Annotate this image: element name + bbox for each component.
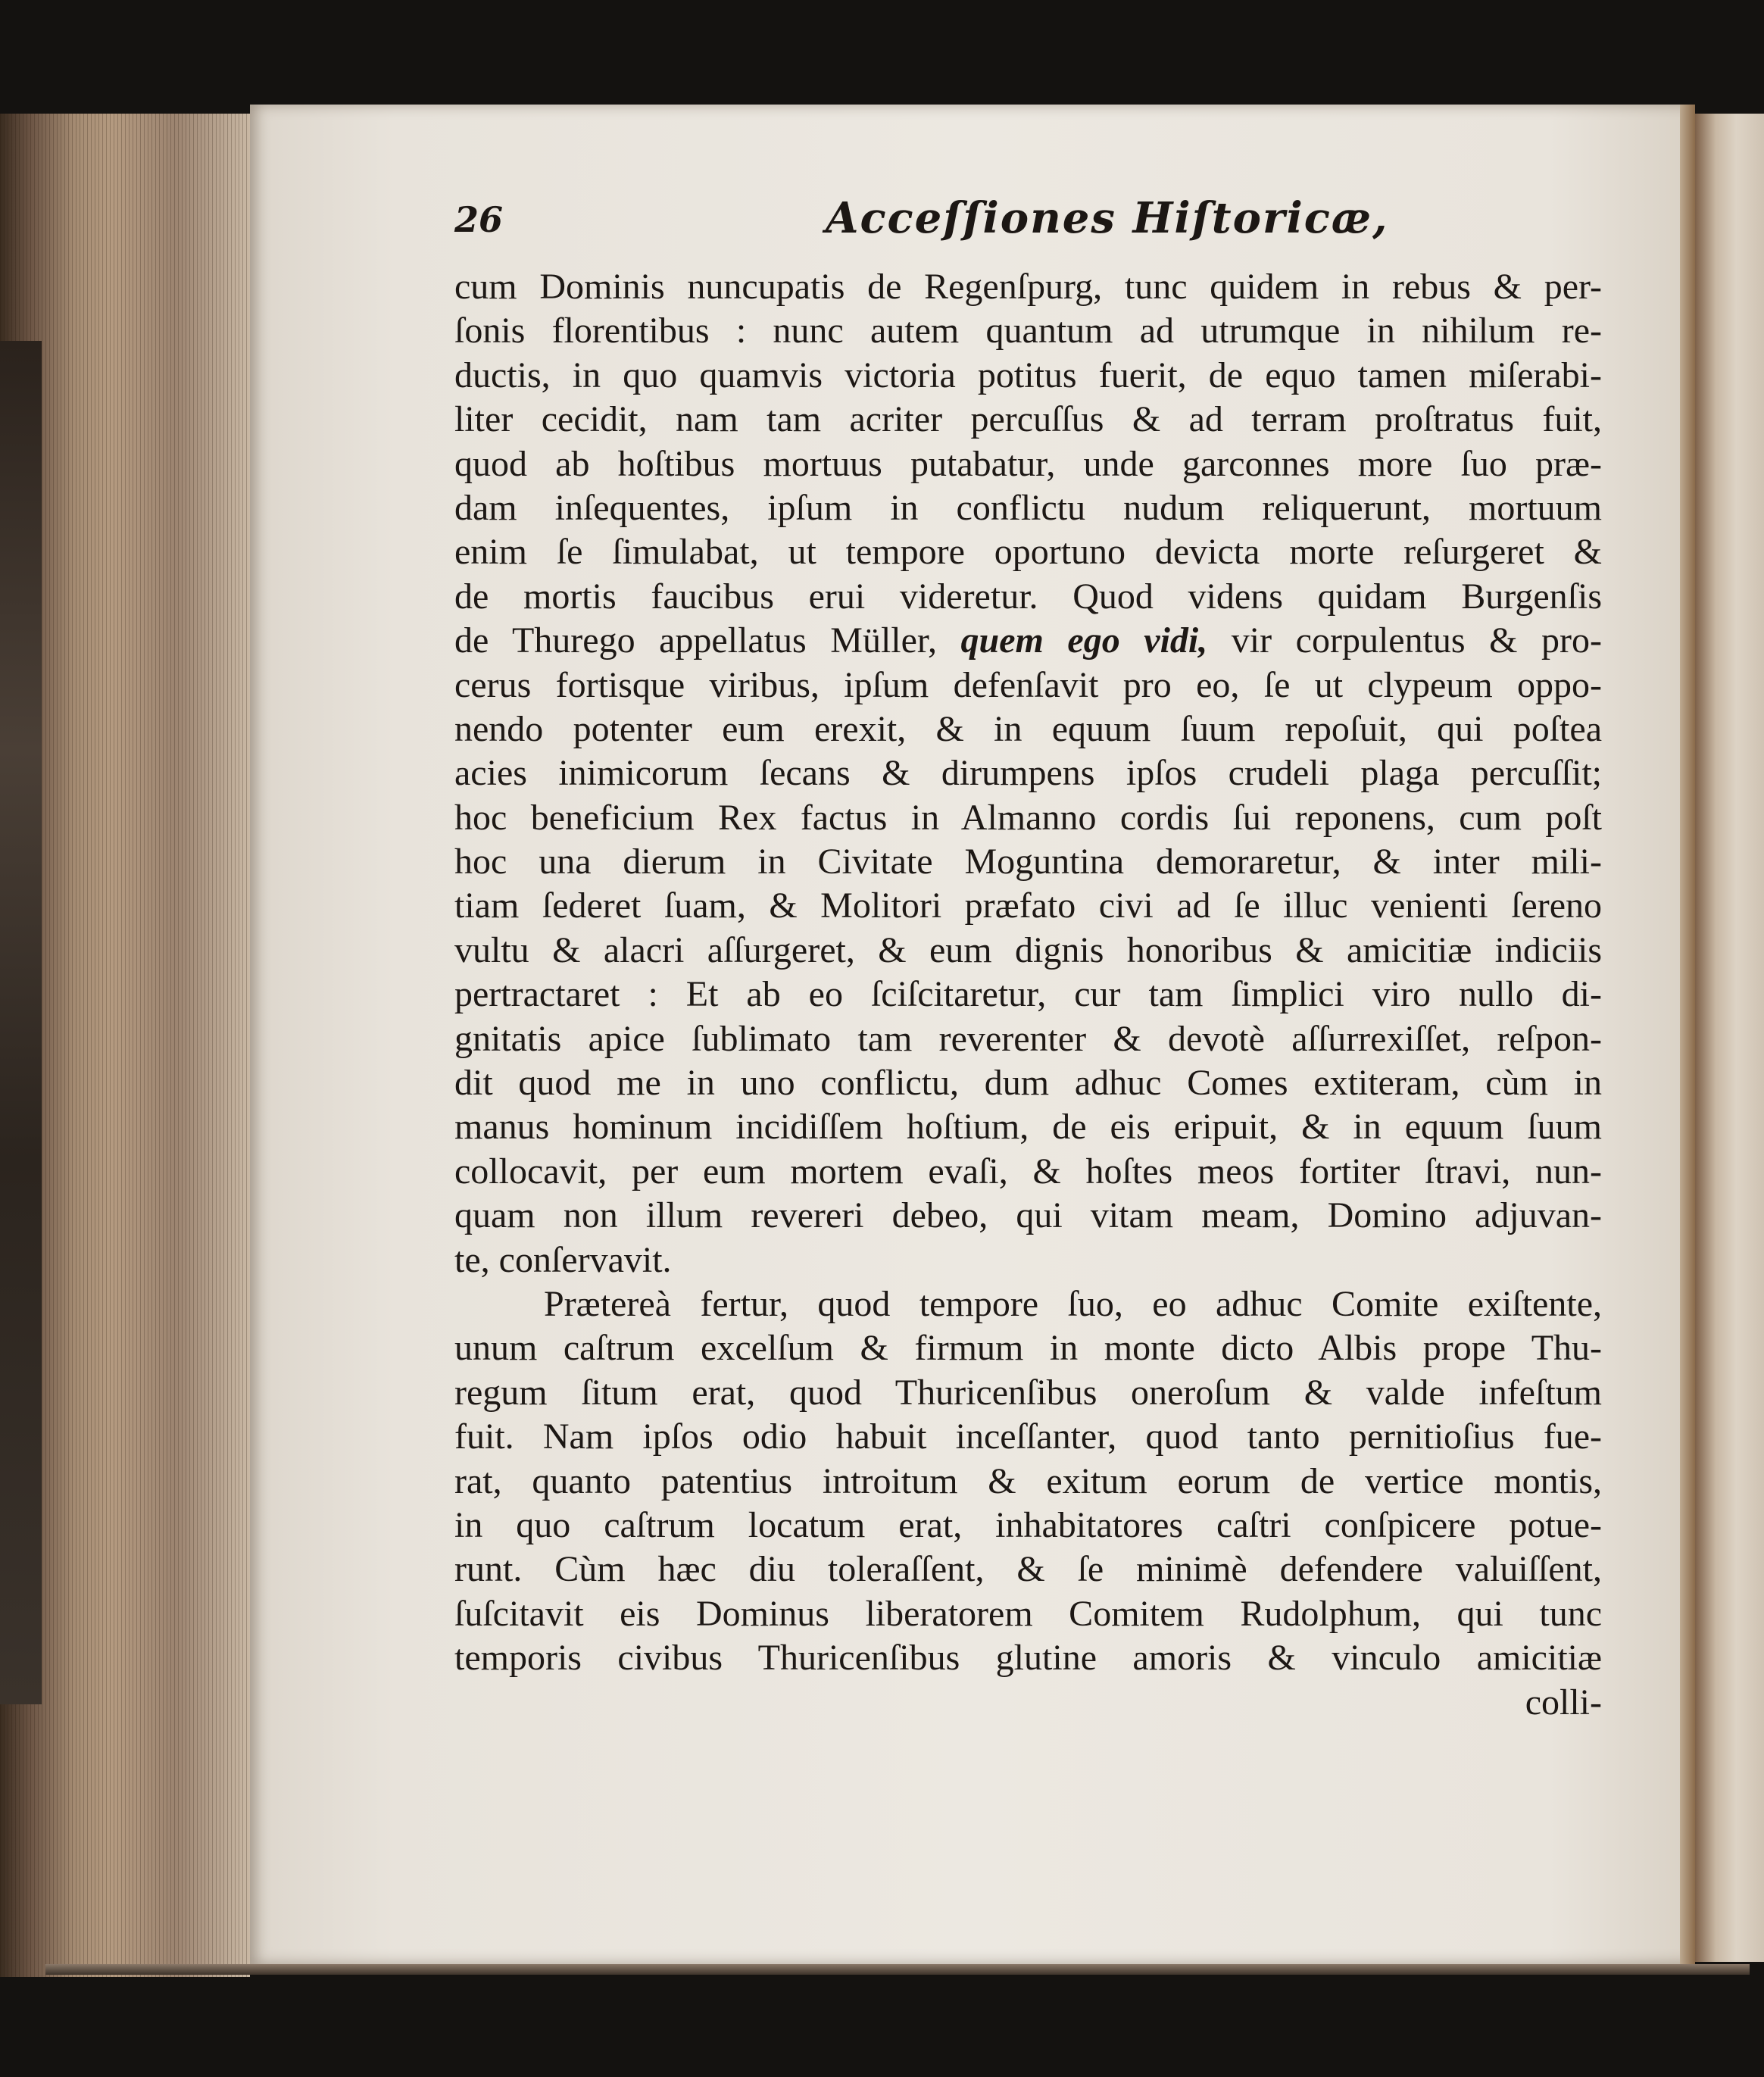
text-line: de mortis faucibus erui videretur. Quod videns quidam Burgenſis [454,576,1602,617]
text-segment: de Thurego appellatus Müller, [454,620,937,661]
text-line-mixed [454,619,1602,663]
text-line: quam non illum revereri debeo, qui vitam meam, Domino adjuvan- [454,1195,1602,1236]
text-line: unum caſtrum excelſum & firmum in monte dicto Albis prope Thu- [454,1328,1602,1369]
text-line: gnitatis apice ſublimato tam reverenter & devotè aſſurrexiſſet, reſpon- [454,1018,1602,1059]
body-text [454,265,1602,1725]
book-bottom-edge [45,1964,1750,1975]
text-line: hoc una dierum in Civitate Moguntina demoraretur, & inter mili- [454,842,1602,882]
running-head [454,186,1602,246]
text-line: tiam ſederet ſuam, & Molitori præfato civi ad ſe illuc venienti ſereno [454,885,1602,926]
paragraph-end-line: te, conſervavit. [454,1239,672,1280]
text-segment: vir corpulentus & pro- [1231,620,1602,661]
text-line: runt. Cùm hæc diu toleraſſent, & ſe minimè defendere valuiſſent, [454,1549,1602,1590]
text-line: temporis civibus Thuricenſibus glutine amoris & vinculo amicitiæ [454,1638,1602,1679]
text-line: acies inimicorum ſecans & dirumpens ipſos crudeli plaga percuſſit; [454,753,1602,794]
text-line: quod ab hoſtibus mortuus putabatur, unde garconnes more ſuo præ- [454,443,1602,484]
text-line: vultu & alacri aſſurgeret, & eum dignis honoribus & amicitiæ indiciis [454,929,1602,970]
text-line: ductis, in quo quamvis victoria potitus fuerit, de equo tamen miſerabi- [454,354,1602,395]
text-line: cum Dominis nuncupatis de Regenſpurg, tunc quidem in rebus & per- [454,267,1602,307]
text-line: hoc beneficium Rex factus in Almanno cordis ſui reponens, cum poſt [454,797,1602,838]
book-spine-shadow [0,341,42,1704]
text-line: cerus fortisque viribus, ipſum defenſavit pro eo, ſe ut clypeum oppo- [454,664,1602,705]
text-line: collocavit, per eum mortem evaſi, & hoſtes meos fortiter ſtravi, nun- [454,1151,1602,1192]
page-number: 26 [454,199,504,240]
adjacent-page-edge [1695,114,1764,1962]
catchword: colli- [1525,1682,1602,1723]
text-line: regum ſitum erat, quod Thuricenſibus oneroſum & valde infeſtum [454,1372,1602,1413]
text-line: fuit. Nam ipſos odio habuit inceſſanter, quod tanto pernitioſius fue- [454,1416,1602,1457]
running-title: Acceſſiones Hiſtoricæ, [826,193,1389,243]
text-line: pertractaret : Et ab eo ſciſcitaretur, cur tam ſimplici viro nullo di- [454,974,1602,1015]
text-line: ſuſcitavit eis Dominus liberatorem Comitem Rudolphum, qui tunc [454,1593,1602,1634]
text-line: enim ſe ſimulabat, ut tempore oportuno devicta morte reſurgeret & [454,532,1602,573]
italic-phrase: quem ego vidi, [960,620,1208,661]
paragraph-start-line: Prætereà fertur, quod tempore ſuo, eo adhuc Comite exiſtente, [544,1283,1602,1324]
text-line: rat, quanto patentius introitum & exitum eorum de vertice montis, [454,1460,1602,1501]
page-gutter-shadow [1680,105,1695,1964]
text-line: dit quod me in uno conflictu, dum adhuc Comes extiteram, cùm in [454,1063,1602,1104]
text-line: dam inſequentes, ipſum in conflictu nudum reliquerunt, mortuum [454,487,1602,528]
text-line: nendo potenter eum erexit, & in equum ſuum repoſuit, qui poſtea [454,708,1602,749]
text-line: in quo caſtrum locatum erat, inhabitatores caſtri conſpicere potue- [454,1504,1602,1545]
text-line: liter cecidit, nam tam acriter percuſſus & ad terram proſtratus fuit, [454,399,1602,440]
text-line: manus hominum incidiſſem hoſtium, de eis eripuit, & in equum ſuum [454,1107,1602,1148]
text-line: ſonis florentibus : nunc autem quantum ad utrumque in nihilum re- [454,311,1602,351]
